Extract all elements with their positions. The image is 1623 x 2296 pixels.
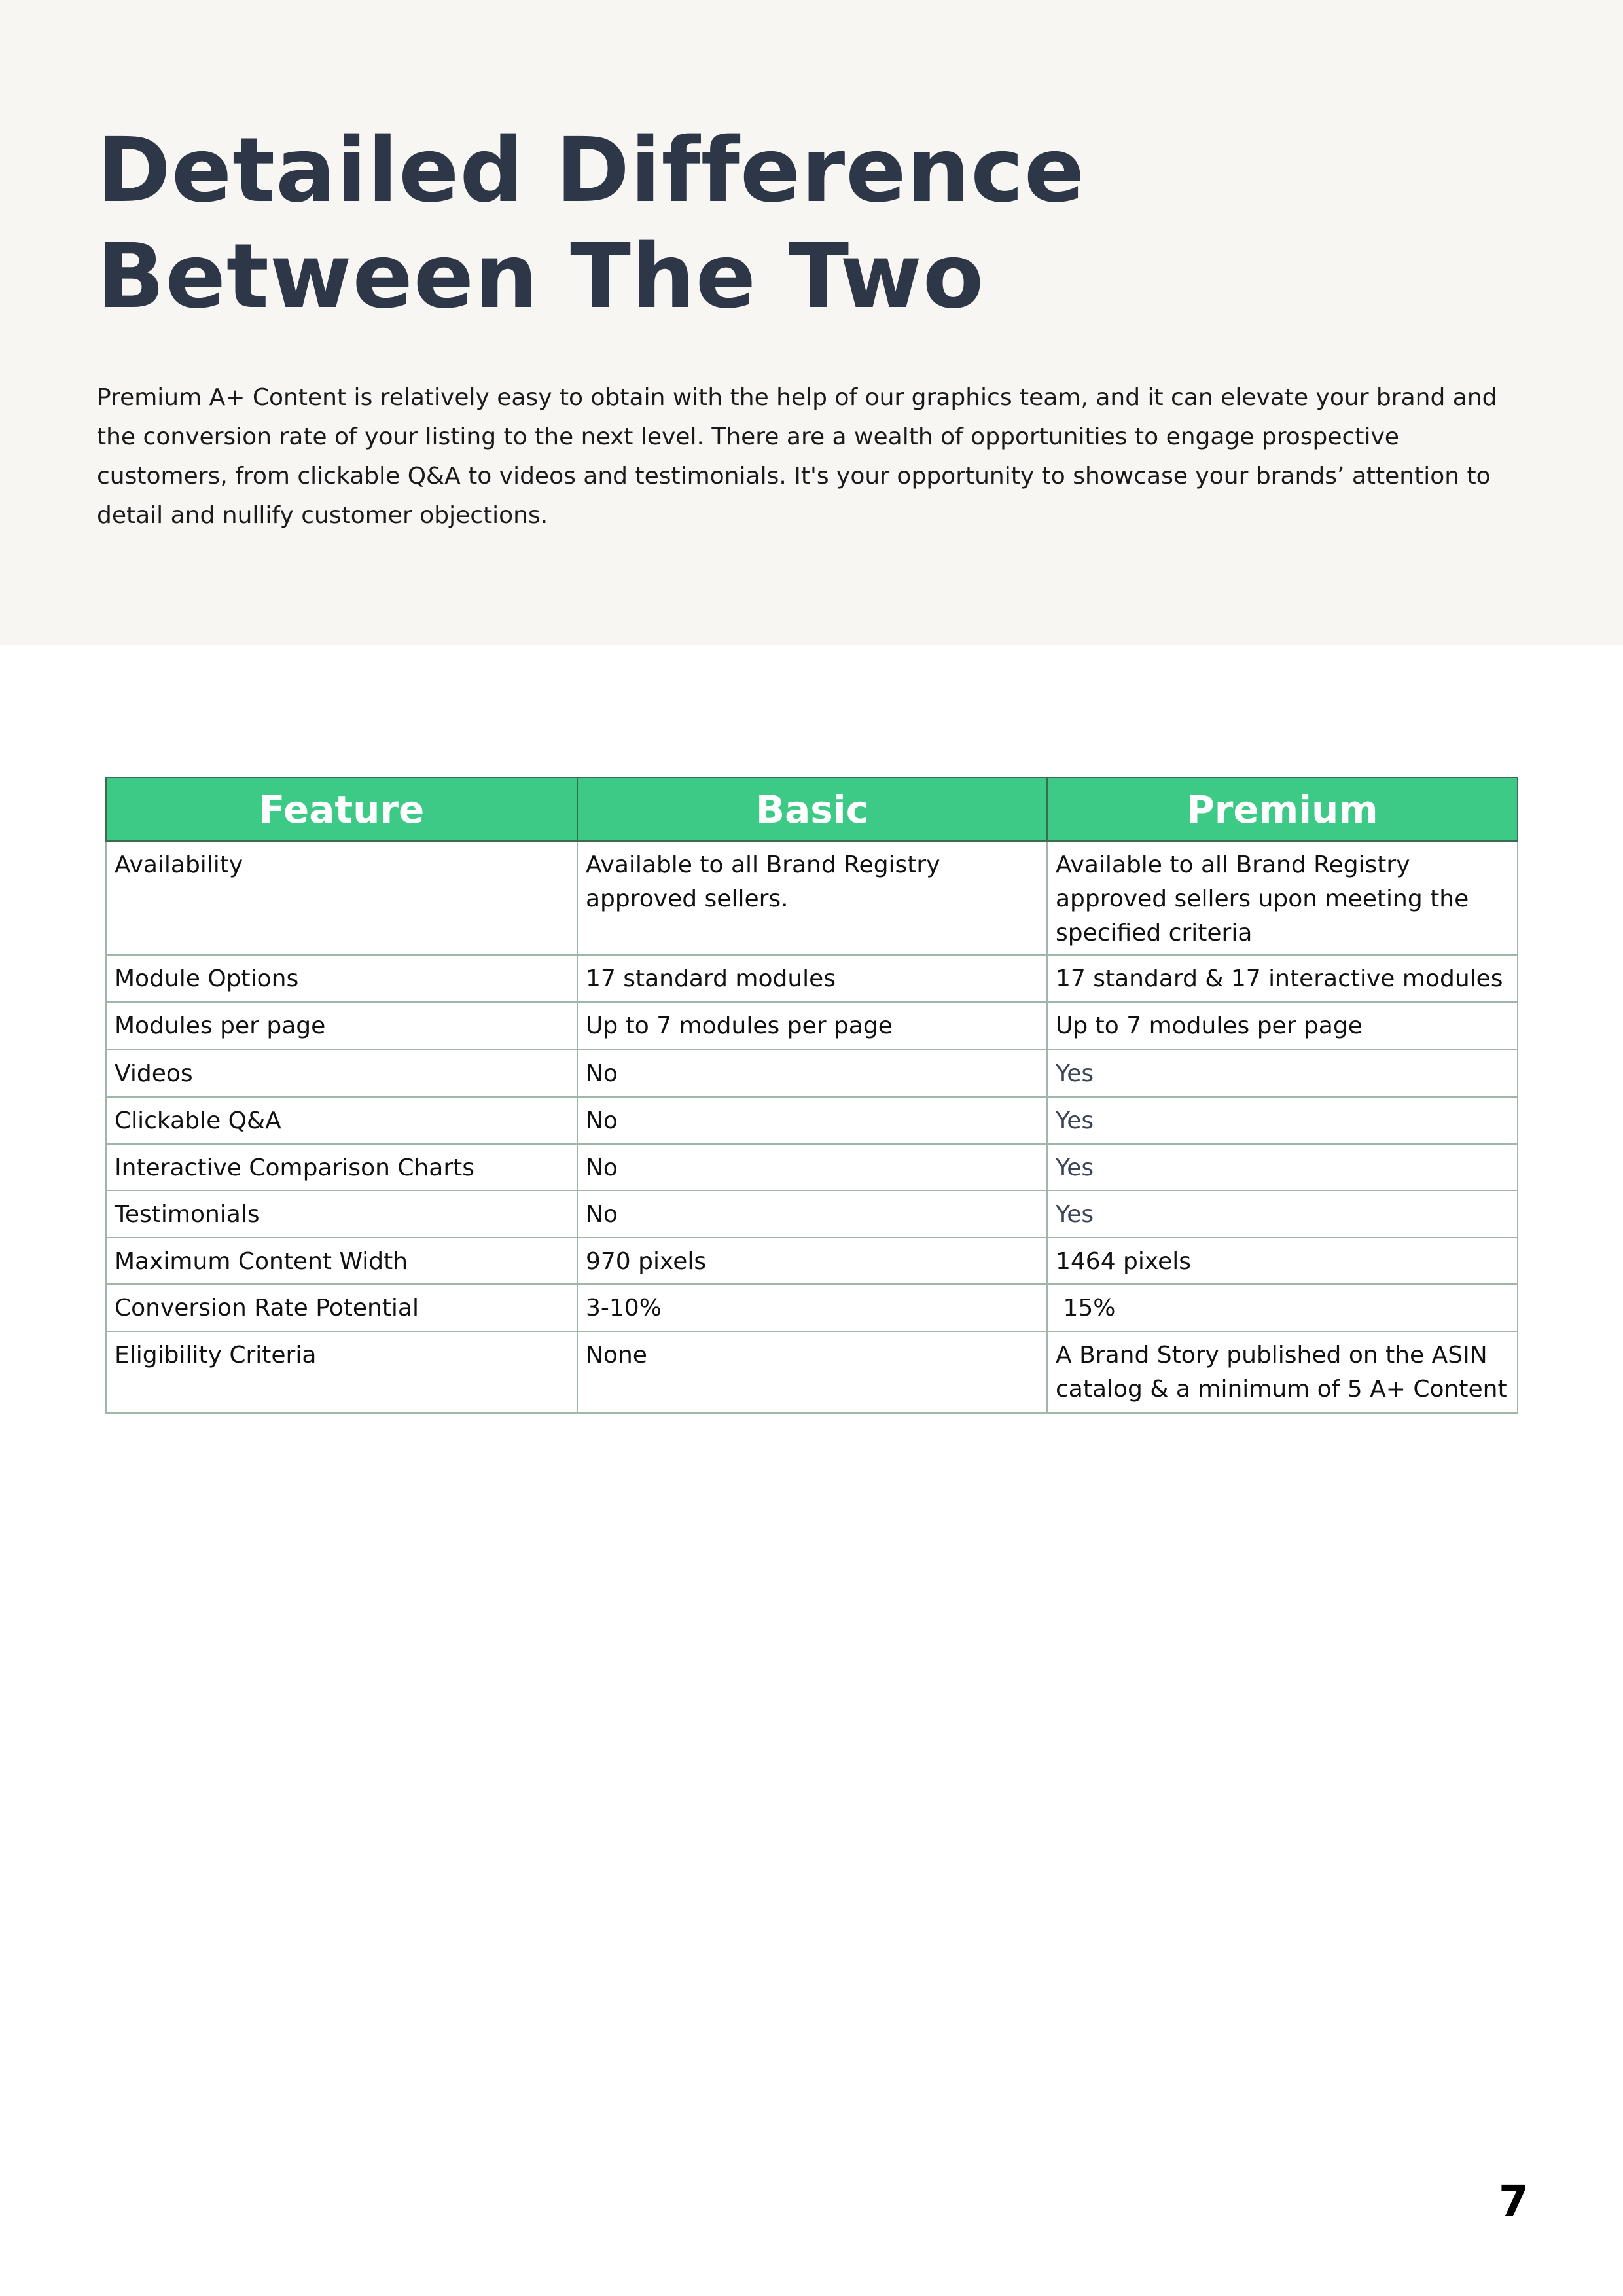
feature-cell: Videos [106, 1050, 577, 1097]
title-line-1: Detailed Difference [97, 119, 1086, 223]
basic-cell: 17 standard modules [577, 955, 1047, 1002]
basic-cell: 3-10% [577, 1284, 1047, 1331]
premium-cell: Yes [1047, 1097, 1518, 1144]
basic-cell: 970 pixels [577, 1238, 1047, 1284]
feature-cell: Availability [106, 841, 577, 955]
table-header-row [106, 778, 1518, 841]
premium-cell: 15% [1047, 1284, 1518, 1331]
intro-paragraph: Premium A+ Content is relatively easy to obtain with the help of our graphics team, and it can elevate your brand and the conversion rate of your listing to the next level. There are a wealth of opportunities to engage prospective customers, from clickable Q&A to videos and testimonials. It's your opportunity to showcase your brands’ attention to detail and nullify customer objections. [97, 384, 1497, 529]
feature-cell: Interactive Comparison Charts [106, 1144, 577, 1191]
basic-cell: No [577, 1144, 1047, 1191]
table-row [106, 1331, 1518, 1413]
table-row [106, 1002, 1518, 1050]
feature-cell: Testimonials [106, 1191, 577, 1238]
feature-cell: Clickable Q&A [106, 1097, 577, 1144]
premium-cell: Up to 7 modules per page [1047, 1002, 1518, 1050]
table-row [106, 955, 1518, 1002]
basic-cell: No [577, 1097, 1047, 1144]
basic-cell: No [577, 1050, 1047, 1097]
feature-cell: Maximum Content Width [106, 1238, 577, 1284]
table-row [106, 1238, 1518, 1284]
table-row [106, 1097, 1518, 1144]
feature-cell: Module Options [106, 955, 577, 1002]
table-row [106, 1284, 1518, 1331]
feature-cell: Eligibility Criteria [106, 1331, 577, 1413]
premium-cell: Available to all Brand Registry approved sellers upon meeting the specified criteria [1047, 841, 1518, 955]
basic-cell: None [577, 1331, 1047, 1413]
premium-cell: A Brand Story published on the ASIN catalog & a minimum of 5 A+ Content [1047, 1331, 1518, 1413]
premium-cell: Yes [1047, 1191, 1518, 1238]
feature-cell: Conversion Rate Potential [106, 1284, 577, 1331]
premium-cell: Yes [1047, 1050, 1518, 1097]
page-number: 7 [1499, 2176, 1529, 2227]
column-header-basic: Basic [577, 778, 1047, 841]
table-row [106, 841, 1518, 955]
title-line-2: Between The Two [97, 225, 985, 329]
table-row [106, 1191, 1518, 1238]
basic-cell: Available to all Brand Registry approved sellers. [577, 841, 1047, 955]
page-title [97, 118, 1085, 330]
column-header-premium: Premium [1047, 778, 1518, 841]
table-row [106, 1050, 1518, 1097]
table-row [106, 1144, 1518, 1191]
column-header-feature: Feature [106, 778, 577, 841]
basic-cell: Up to 7 modules per page [577, 1002, 1047, 1050]
hero-section [0, 0, 1623, 645]
feature-cell: Modules per page [106, 1002, 577, 1050]
basic-cell: No [577, 1191, 1047, 1238]
comparison-table [105, 777, 1518, 1414]
premium-cell: Yes [1047, 1144, 1518, 1191]
premium-cell: 17 standard & 17 interactive modules [1047, 955, 1518, 1002]
premium-cell: 1464 pixels [1047, 1238, 1518, 1284]
